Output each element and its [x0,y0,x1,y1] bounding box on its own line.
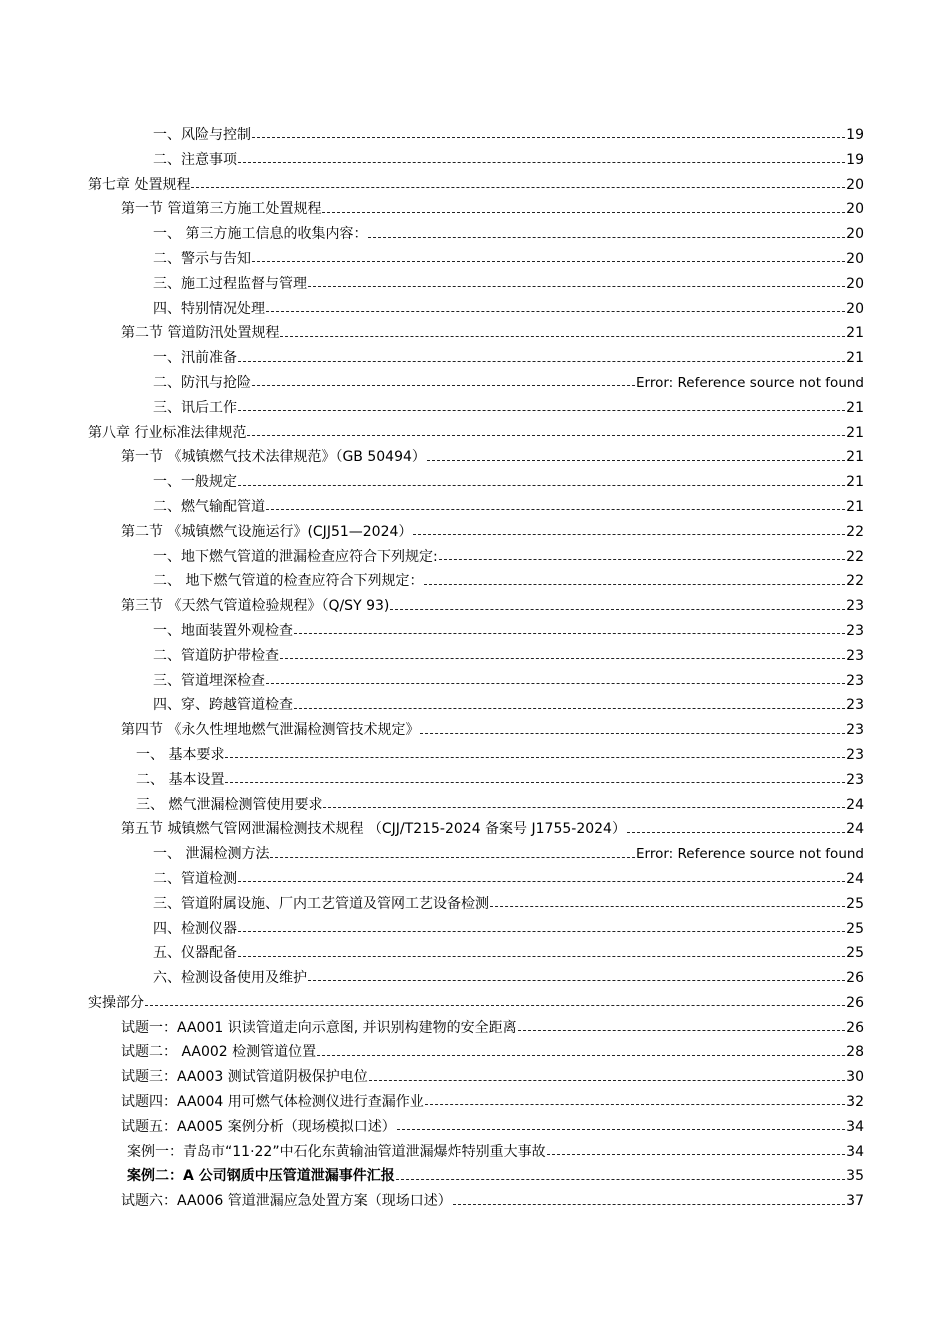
toc-entry-line[interactable] [153,867,864,892]
toc-entry-title: 一、 第三方施工信息的收集内容： [153,226,368,243]
toc-entry-line[interactable] [136,768,864,793]
toc-entry[interactable] [0,346,950,371]
toc-entry-title: 试题五：AA005 案例分析（现场模拟口述） [121,1118,396,1135]
toc-entry-title: 第七章 处置规程 [88,176,191,193]
toc-entry[interactable] [0,793,950,818]
toc-leader-dashes [427,459,845,461]
toc-entry-line[interactable] [153,842,864,867]
toc-entry-page-number: 24 [846,796,864,813]
toc-leader-dashes [266,682,845,684]
toc-entry-title: 三、讯后工作 [153,399,237,416]
toc-entry-title: 二、管道检测 [153,870,237,887]
toc-entry-line[interactable] [153,966,864,991]
toc-entry-page-number: 25 [846,920,864,937]
toc-entry-title: 第三节 《天然气管道检验规程》（Q/SY 93) [121,598,390,615]
toc-entry-line[interactable] [88,173,864,198]
toc-entry-page-number: 21 [846,350,864,367]
toc-leader-dashes [252,136,845,138]
toc-entry-title: 一、 泄漏检测方法 [153,846,270,863]
table-of-contents [0,123,950,1214]
toc-entry-title: 四、检测仪器 [153,920,237,937]
toc-entry-line[interactable] [121,1189,864,1214]
toc-entry[interactable] [0,669,950,694]
toc-entry-title: 二、 地下燃气管道的检查应符合下列规定： [153,573,424,590]
toc-entry-title: 二、 基本设置 [136,771,225,788]
toc-entry-page-number: 24 [846,870,864,887]
toc-entry-line[interactable] [121,718,864,743]
toc-entry-title: 二、警示与告知 [153,250,251,267]
toc-entry-title: 案例二：A 公司钢质中压管道泄漏事件汇报 [127,1168,395,1185]
toc-leader-dashes [547,1153,846,1155]
toc-leader-dashes [238,360,845,362]
toc-leader-dashes [252,260,845,262]
toc-entry[interactable] [0,569,950,594]
toc-entry-title: 二、燃气输配管道 [153,498,265,515]
toc-entry[interactable] [0,917,950,942]
toc-entry-page-number: 21 [846,424,864,441]
toc-entry-page-number: 26 [846,970,864,987]
toc-leader-dashes [396,1178,845,1180]
toc-entry-line[interactable] [153,371,864,396]
toc-entry-line[interactable] [153,644,864,669]
toc-entry-page-number: 23 [846,647,864,664]
toc-entry-title: 第五节 城镇燃气管网泄漏检测技术规程 （CJJ/T215-2024 备案号 J1755-2024） [121,821,626,838]
toc-entry-title: 三、管道埋深检查 [153,672,265,689]
toc-entry-reference-error: Error: Reference source not found [636,374,864,391]
toc-entry-page-number: 34 [846,1143,864,1160]
toc-entry-page-number: 20 [846,275,864,292]
toc-entry-line[interactable] [153,396,864,421]
toc-entry-title: 第一节 管道第三方施工处置规程 [121,201,322,218]
toc-entry[interactable] [0,1040,950,1065]
toc-leader-dashes [280,657,845,659]
toc-entry-title: 二、管道防护带检查 [153,647,279,664]
toc-entry-page-number: 23 [846,598,864,615]
toc-entry-page-number: 21 [846,474,864,491]
toc-entry[interactable] [0,594,950,619]
toc-entry-page-number: 19 [846,151,864,168]
toc-leader-dashes [413,533,845,535]
toc-entry-page-number: 19 [846,127,864,143]
toc-entry-line[interactable] [121,1016,864,1041]
toc-entry[interactable] [0,173,950,198]
toc-entry-line[interactable] [121,197,864,222]
toc-entry-page-number: 20 [846,176,864,193]
toc-leader-dashes [294,707,845,709]
toc-leader-dashes [238,409,845,411]
toc-entry-title: 试题四：AA004 用可燃气体检测仪进行查漏作业 [121,1094,424,1111]
toc-entry-page-number: 26 [846,994,864,1011]
toc-entry-title: 二、注意事项 [153,151,237,168]
toc-entry[interactable] [0,470,950,495]
toc-entry[interactable] [0,1065,950,1090]
toc-entry-line[interactable] [153,495,864,520]
toc-entry-line[interactable] [121,321,864,346]
toc-entry-line[interactable] [153,470,864,495]
toc-entry-page-number: 23 [846,622,864,639]
toc-entry-line[interactable] [121,445,864,470]
toc-entry-line[interactable] [153,669,864,694]
toc-entry-line[interactable] [153,346,864,371]
toc-leader-dashes [390,608,845,610]
toc-entry[interactable] [0,693,950,718]
toc-entry-title: 实操部分 [88,994,144,1011]
toc-entry-line[interactable] [127,1164,864,1189]
toc-entry-page-number: 30 [846,1069,864,1086]
toc-entry-line[interactable] [153,693,864,718]
toc-leader-dashes [369,1079,845,1081]
toc-entry-title: 试题二： AA002 检测管道位置 [121,1044,317,1061]
toc-leader-dashes [238,484,845,486]
toc-entry[interactable] [0,197,950,222]
toc-leader-dashes [238,161,845,163]
toc-leader-dashes [238,880,845,882]
toc-entry-title: 一、汛前准备 [153,350,237,367]
toc-entry[interactable] [0,842,950,867]
toc-entry[interactable] [0,545,950,570]
toc-entry[interactable] [0,222,950,247]
toc-entry-line[interactable] [88,421,864,446]
toc-leader-dashes [308,285,845,287]
toc-leader-dashes [238,930,845,932]
toc-entry[interactable] [0,445,950,470]
toc-leader-dashes [518,1029,846,1031]
toc-entry[interactable] [0,371,950,396]
toc-entry[interactable] [0,991,950,1016]
toc-entry[interactable] [0,768,950,793]
toc-entry-page-number: 26 [846,1019,864,1036]
toc-entry-title: 试题三：AA003 测试管道阴极保护电位 [121,1069,368,1086]
toc-entry-line[interactable] [136,743,864,768]
toc-entry[interactable] [0,520,950,545]
toc-entry-title: 三、管道附属设施、厂内工艺管道及管网工艺设备检测 [153,895,489,912]
toc-entry-page-number: 20 [846,226,864,243]
toc-leader-dashes [322,211,845,213]
toc-leader-dashes [238,955,845,957]
toc-entry-title: 第八章 行业标准法律规范 [88,424,247,441]
toc-entry-title: 第一节 《城镇燃气技术法律规范》（GB 50494） [121,449,426,466]
toc-entry-title: 一、地面装置外观检查 [153,622,293,639]
toc-entry-page-number: 25 [846,945,864,962]
toc-entry-page-number: 23 [846,771,864,788]
toc-entry-title: 一、风险与控制 [153,127,251,143]
toc-entry-title: 试题一：AA001 识读管道走向示意图, 并识别构建物的安全距离 [121,1019,517,1036]
toc-entry-line[interactable] [153,545,864,570]
toc-entry-line[interactable] [121,1065,864,1090]
toc-entry-title: 第二节 《城镇燃气设施运行》(CJJ51—2024） [121,523,413,540]
toc-entry-page-number: 25 [846,895,864,912]
toc-entry-line[interactable] [153,892,864,917]
toc-entry[interactable] [0,396,950,421]
toc-entry-title: 五、仪器配备 [153,945,237,962]
toc-entry-line[interactable] [121,1040,864,1065]
toc-entry-line[interactable] [88,991,864,1016]
toc-entry-title: 一、 基本要求 [136,746,225,763]
toc-entry[interactable] [0,1140,950,1165]
toc-entry[interactable] [0,718,950,743]
toc-leader-dashes [145,1004,845,1006]
toc-leader-dashes [191,186,845,188]
toc-entry-title: 三、施工过程监督与管理 [153,275,307,292]
toc-leader-dashes [627,831,845,833]
toc-entry-title: 试题六：AA006 管道泄漏应急处置方案（现场口述） [121,1193,452,1210]
toc-entry-line[interactable] [121,1115,864,1140]
toc-entry-line[interactable] [153,247,864,272]
toc-leader-dashes [424,583,845,585]
toc-entry-line[interactable] [153,148,864,173]
toc-entry-page-number: 23 [846,697,864,714]
toc-entry-line[interactable] [121,817,864,842]
toc-entry[interactable] [0,495,950,520]
toc-entry-title: 四、特别情况处理 [153,300,265,317]
toc-entry[interactable] [0,1164,950,1189]
toc-entry-title: 六、检测设备使用及维护 [153,970,307,987]
toc-entry[interactable] [0,941,950,966]
toc-entry[interactable] [0,123,950,148]
toc-entry-page-number: 21 [846,498,864,515]
toc-entry-line[interactable] [153,272,864,297]
toc-entry-line[interactable] [153,941,864,966]
toc-leader-dashes [266,508,845,510]
toc-leader-dashes [280,335,845,337]
toc-entry[interactable] [0,892,950,917]
toc-entry-page-number: 20 [846,201,864,218]
toc-entry-page-number: 20 [846,300,864,317]
toc-leader-dashes [247,434,845,436]
toc-entry-title: 第二节 管道防汛处置规程 [121,325,280,342]
toc-entry-title: 一、一般规定 [153,474,237,491]
toc-entry-reference-error: Error: Reference source not found [636,846,864,863]
toc-entry-line[interactable] [153,917,864,942]
toc-entry[interactable] [0,1090,950,1115]
toc-entry[interactable] [0,867,950,892]
toc-entry[interactable] [0,297,950,322]
toc-entry-page-number: 23 [846,722,864,739]
toc-entry-page-number: 21 [846,449,864,466]
toc-entry-line[interactable] [153,569,864,594]
toc-leader-dashes [294,632,845,634]
toc-leader-dashes [266,310,845,312]
toc-entry-page-number: 22 [846,573,864,590]
toc-leader-dashes [252,384,635,386]
toc-leader-dashes [439,558,845,560]
toc-entry-line[interactable] [121,520,864,545]
toc-entry[interactable] [0,1189,950,1214]
toc-entry-page-number: 22 [846,548,864,565]
toc-entry-page-number: 32 [846,1094,864,1111]
toc-entry-page-number: 21 [846,399,864,416]
toc-entry-title: 四、穿、跨越管道检查 [153,697,293,714]
toc-entry-page-number: 21 [846,325,864,342]
toc-leader-dashes [225,781,845,783]
toc-entry[interactable] [0,644,950,669]
toc-entry-page-number: 34 [846,1118,864,1135]
toc-leader-dashes [323,806,845,808]
toc-entry[interactable] [0,321,950,346]
toc-leader-dashes [397,1128,845,1130]
toc-entry-page-number: 35 [846,1168,864,1185]
toc-leader-dashes [308,979,845,981]
toc-entry-page-number: 20 [846,250,864,267]
toc-entry-title: 案例一：青岛市“11·22”中石化东黄输油管道泄漏爆炸特别重大事故 [127,1143,546,1160]
toc-entry-line[interactable] [121,594,864,619]
toc-entry-page-number: 24 [846,821,864,838]
toc-entry-title: 三、 燃气泄漏检测管使用要求 [136,796,323,813]
toc-leader-dashes [453,1203,845,1205]
toc-leader-dashes [368,236,845,238]
toc-entry-line[interactable] [136,793,864,818]
toc-entry-page-number: 23 [846,672,864,689]
toc-entry[interactable] [0,743,950,768]
toc-entry-line[interactable] [153,297,864,322]
toc-leader-dashes [425,1103,845,1105]
toc-entry[interactable] [0,619,950,644]
toc-entry-line[interactable] [127,1140,864,1165]
toc-entry[interactable] [0,817,950,842]
toc-entry[interactable] [0,1115,950,1140]
toc-entry-title: 二、防汛与抢险 [153,374,251,391]
toc-leader-dashes [490,905,845,907]
toc-entry-page-number: 28 [846,1044,864,1061]
toc-entry[interactable] [0,1016,950,1041]
toc-entry[interactable] [0,272,950,297]
toc-entry[interactable] [0,421,950,446]
toc-leader-dashes [420,732,845,734]
toc-leader-dashes [317,1054,845,1056]
toc-entry[interactable] [0,247,950,272]
toc-entry-title: 一、地下燃气管道的泄漏检查应符合下列规定: [153,548,438,565]
toc-entry-page-number: 22 [846,523,864,540]
toc-entry-page-number: 23 [846,746,864,763]
toc-entry-line[interactable] [153,222,864,247]
toc-entry-line[interactable] [121,1090,864,1115]
toc-entry-line[interactable] [153,123,864,148]
toc-entry-line[interactable] [153,619,864,644]
toc-leader-dashes [270,856,635,858]
toc-leader-dashes [225,756,845,758]
toc-entry[interactable] [0,148,950,173]
toc-entry[interactable] [0,966,950,991]
toc-entry-title: 第四节 《永久性埋地燃气泄漏检测管技术规定》 [121,722,420,739]
toc-entry-page-number: 37 [846,1193,864,1210]
